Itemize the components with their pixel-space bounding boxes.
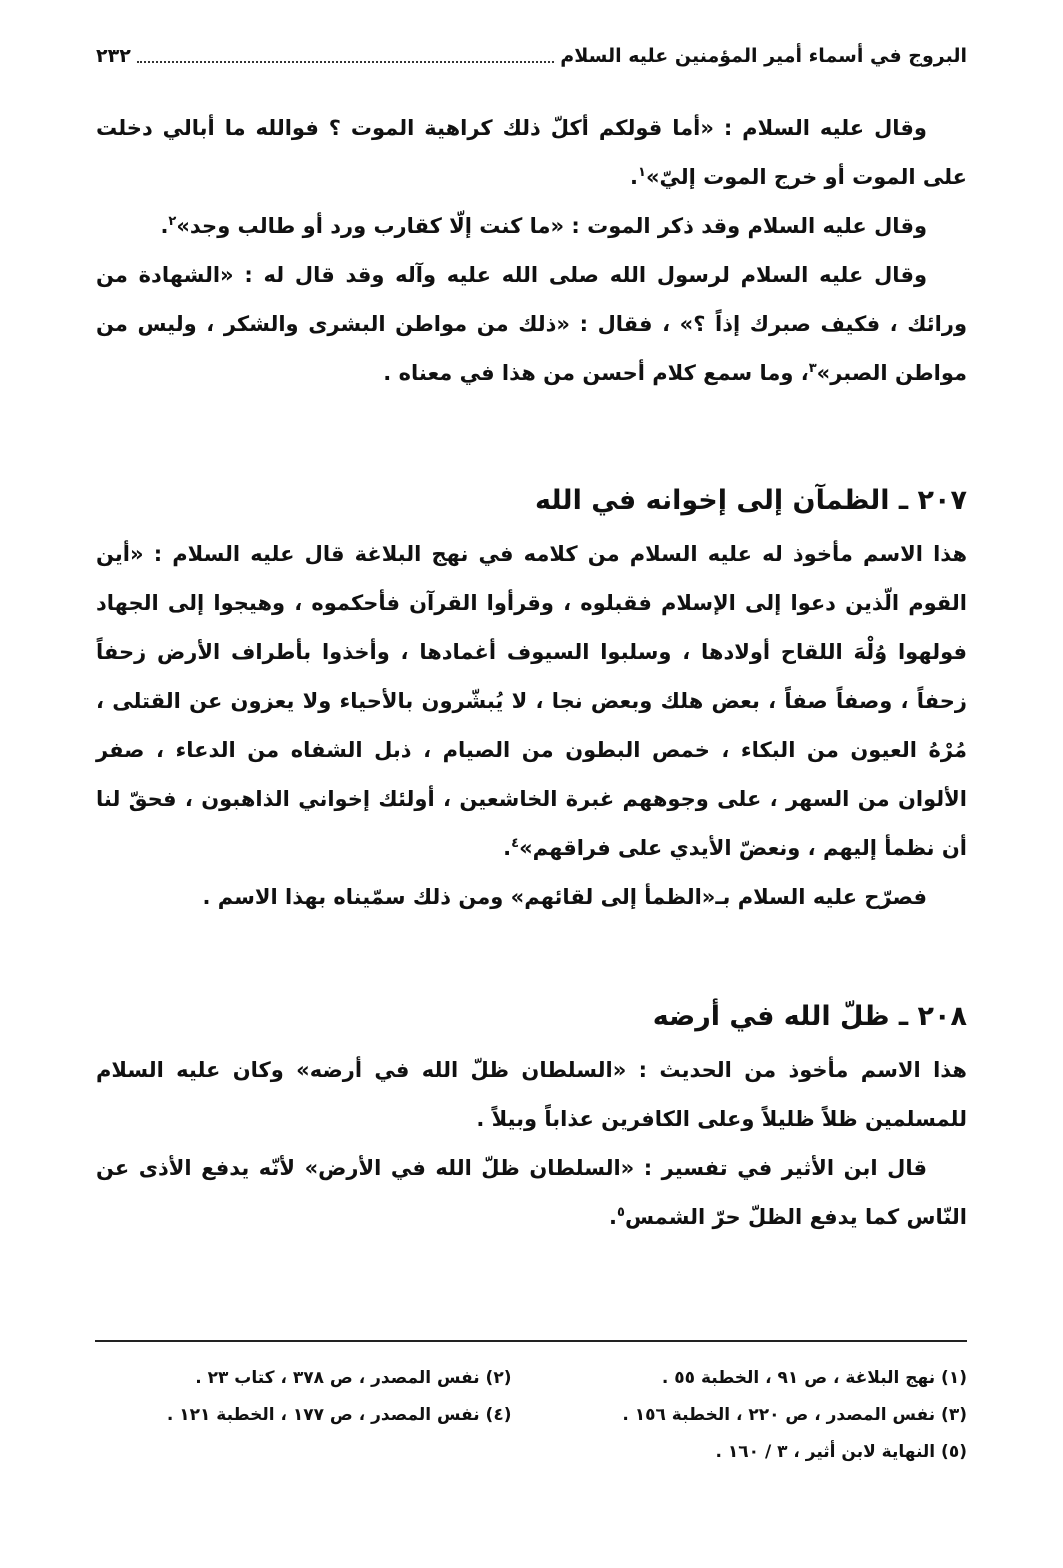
footnotes [96,1360,967,1471]
paragraph-text: وقال عليه السلام : «أما قولكم أكلّ ذلك كراهية الموت ؟ فوالله ما أبالي دخلت على الموت أو خرج الموت إليّ» [96,116,967,189]
footnote-item: (١) نهج البلاغة ، ص ٩١ ، الخطبة ٥٥ . [661,1368,967,1388]
paragraph-text: ، وما سمع كلام أحسن من هذا في معناه . [383,361,809,385]
footnote-marker: ٤ [511,836,520,851]
footnote-marker: ٣ [808,361,817,376]
body-paragraph: وقال عليه السلام وقد ذكر الموت : «ما كنت إلّا كقارب ورد أو طالب وجد»$^٢$. [160,214,927,238]
section-heading-207: ٢٠٧ ـ الظمآن إلى إخوانه في الله [535,485,967,516]
footnote-marker: ١ [638,165,646,180]
body-paragraph: هذا الاسم مأخوذ له عليه السلام من كلامه في نهج البلاغة قال عليه السلام : «أين القوم الّذين دعوا إلى الإسلام فقبلوه ، وقرأوا القرآن فأحكموه ، وهيجوا إلى الجهاد فولهوا وُلْهَ اللقاح أولادها ، وسلبوا السيوف أغمادها ، وأخذوا بأطراف الأرض زحفاً زحفاً ، وصفاً صفاً ، بعض هلك وبعض نجا ، لا يُبشّرون بالأحياء ولا يعزون عن القتلى ، مُرْهُ العيون من البكاء ، خمص البطون من الصيام ، ذبل الشفاه من الدعاء ، صفر الألوان من السهر ، على وجوههم غبرة الخاشعين ، أولئك إخواني الذاهبون ، فحقّ لنا أن نظمأ إليهم ، ونعضّ الأيدي على فراقهم»$^٤$. [96,542,967,860]
footnote-item: (٥) النهاية لابن أثير ، ٣ / ١٦٠ . [715,1442,967,1462]
body-paragraph [96,251,967,398]
body-paragraph: قال ابن الأثير في تفسير : «السلطان ظلّ الله في الأرض» لأنّه يدفع الأذى عن النّاس كما يدفع الظلّ حرّ الشمس$^٥$. [96,1156,967,1229]
header-dot-leader [137,61,554,63]
body-paragraph: هذا الاسم مأخوذ من الحديث : «السلطان ظلّ الله في أرضه» وكان عليه السلام للمسلمين ظلاً ظليلاً وعلى الكافرين عذاباً وبيلاً . [96,1058,967,1131]
footnote-marker: ٥ [617,1205,625,1220]
body-paragraph: فصرّح عليه السلام بـ«الظمأ إلى لقائهم» ومن ذلك سمّيناه بهذا الاسم . [202,885,927,909]
running-header [96,38,967,74]
paragraph-text: هذا الاسم مأخوذ له عليه السلام من كلامه في نهج البلاغة قال عليه السلام : «أين القوم الّذين دعوا إلى الإسلام فقبلوه ، وقرأوا القرآن فأحكموه ، وهيجوا إلى الجهاد فولهوا وُلْهَ اللقاح أولادها ، وسلبوا السيوف أغمادها ، وأخذوا بأطراف الأرض زحفاً زحفاً ، وصفاً صفاً ، بعض هلك وبعض نجا ، لا يُبشّرون بالأحياء ولا يعزون عن القتلى ، مُرْهُ العيون من البكاء ، خمص البطون من الصيام ، ذبل الشفاه من الدعاء ، صفر الألوان من السهر ، على وجوههم غبرة الخاشعين ، أولئك إخواني الذاهبون ، فحقّ لنا أن نظمأ إليهم ، ونعضّ الأيدي على فراقهم» [96,542,967,860]
footnote-item: (٣) نفس المصدر ، ص ٢٢٠ ، الخطبة ١٥٦ . [622,1405,967,1425]
footnote-separator [95,1340,967,1342]
paragraph-text: قال ابن الأثير في تفسير : «السلطان ظلّ الله في الأرض» لأنّه يدفع الأذى عن النّاس كما يدفع الظلّ حرّ الشمس [96,1156,967,1229]
footnote-item: (٢) نفس المصدر ، ص ٣٧٨ ، كتاب ٢٣ . [195,1368,512,1388]
paragraph-text: وقال عليه السلام لرسول الله صلى الله عليه وآله وقد قال له : «الشهادة من ورائك ، فكيف صبرك إذاً ؟» ، فقال : «ذلك من مواطن البشرى والشكر ، وليس من مواطن الصبر» [96,263,967,385]
body-paragraph: وقال عليه السلام : «أما قولكم أكلّ ذلك كراهية الموت ؟ فوالله ما أبالي دخلت على الموت أو خرج الموت إليّ»$^١$. [96,116,967,189]
footnote-marker: ٢ [168,214,177,229]
page-number: ٢٣٢ [96,45,131,67]
running-title: البروج في أسماء أمير المؤمنين عليه السلام [560,45,967,67]
section-heading-208: ٢٠٨ ـ ظلّ الله في أرضه [652,1001,967,1032]
paragraph-text: وقال عليه السلام وقد ذكر الموت : «ما كنت إلّا كقارب ورد أو طالب وجد» [176,214,927,238]
page-body [96,104,967,1242]
footnote-item: (٤) نفس المصدر ، ص ١٧٧ ، الخطبة ١٢١ . [166,1405,512,1425]
